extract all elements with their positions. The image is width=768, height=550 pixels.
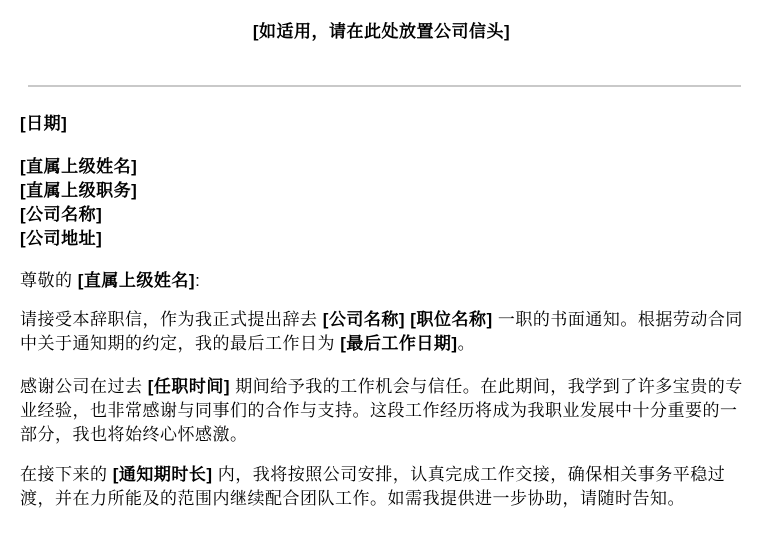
text-segment: : [195,271,201,290]
recipient-name-line: [直属上级姓名] [20,157,138,176]
placeholder-token-tenure: [任职时间] [147,377,231,396]
paragraph-handover [20,463,743,511]
text-segment: 内，我将按照公司安排，认真完成工作交接，确保相关事务平稳过渡，并在力所能及的范围内继续配合团队工作。如需我提供进一步协助，请随时告知。 [20,465,726,508]
placeholder-token-notice-period: [通知期时长] [112,465,213,484]
recipient-title-line: [直属上级职务] [20,181,138,200]
placeholder-token-last-working-day: [最后工作日期] [340,334,458,353]
text-segment: 一职的书面通知。根据劳动合同中关于通知期的约定，我的最后工作日为 [20,310,743,353]
resignation-letter-document [0,20,768,550]
placeholder-token-supervisor-name: [直属上级姓名] [77,271,196,290]
letterhead-divider [28,85,741,87]
recipient-address-line: [公司地址] [20,229,103,248]
letterhead-placeholder: [如适用，请在此处放置公司信头] [252,22,511,41]
recipient-block [20,155,743,251]
text-segment: 期间给予我的工作机会与信任。在此期间，我学到了许多宝贵的专业经验，也非常感谢与同事们的合作与支持。这段工作经历将成为我职业发展中十分重要的一部分，我也将始终心怀感激。 [20,377,743,444]
text-segment: 在接下来的 [20,465,113,484]
text-segment: 请接受本辞职信，作为我正式提出辞去 [20,310,323,329]
placeholder-token-company-position: [公司名称] [职位名称] [322,310,493,329]
paragraph-gratitude [20,375,743,447]
paragraph-resignation-notice [20,308,743,356]
text-segment: 。 [457,334,476,353]
date-placeholder: [日期] [20,114,68,133]
salutation-line [20,269,743,293]
recipient-company-line: [公司名称] [20,205,103,224]
text-segment: 尊敬的 [20,271,78,290]
text-segment: 感谢公司在过去 [20,377,148,396]
